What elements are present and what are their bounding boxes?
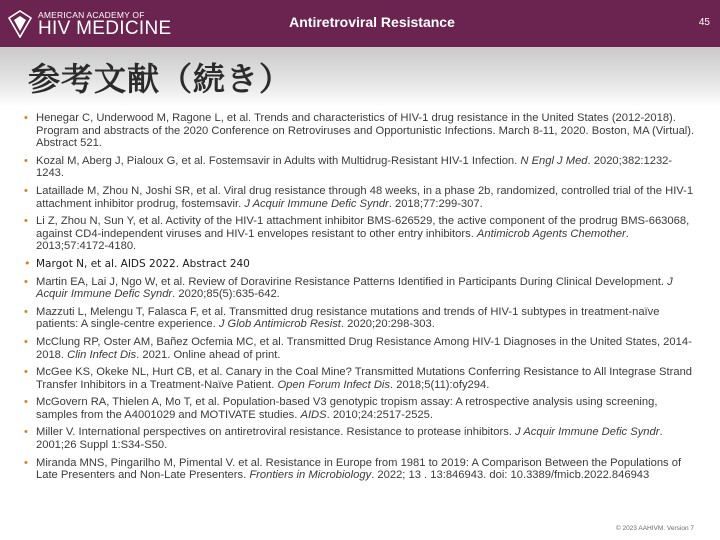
reference-journal: Antimicrob Agents Chemother [476,227,626,240]
reference-item [24,185,696,210]
reference-journal: J Acquir Immune Defic Syndr [244,197,389,210]
reference-item [24,396,696,421]
reference-text: Miller V. International perspectives on antiretroviral resistance. Resistance to protease inhibitors. [36,426,516,439]
reference-journal: J Glob Antimicrob Resist [218,318,341,331]
reference-citation: . 2013;57:4172-4180. [36,227,629,253]
copyright-notice: © 2023 AAHIVM. Version 7 [615,525,694,532]
reference-item [24,215,696,253]
reference-item [24,155,696,180]
section-title: Antiretroviral Resistance [289,14,455,30]
reference-text: McClung RP, Oster AM, Bañez Ocfemia MC, et al. Transmitted Drug Resistance Among HIV-1 Diagnoses in the United States, 2014-2018. [36,335,692,361]
reference-citation: . 2020;85(5):635-642. [172,288,280,301]
reference-item [24,426,696,451]
reference-journal: AIDS [300,408,327,421]
logo-top-text: AMERICAN ACADEMY OF [38,10,145,20]
reference-journal: Frontiers in Microbiology [249,469,372,482]
reference-item [24,258,696,271]
reference-text: Margot N, et al. AIDS 2022. Abstract 240 [36,257,250,270]
reference-journal: Open Forum Infect Dis [277,378,391,391]
reference-journal: Clin Infect Dis [67,348,137,361]
reference-text: Lataillade M, Zhou N, Joshi SR, et al. Viral drug resistance through 48 weeks, in a phase 2b, randomized, controlled trial of the HIV-1 attachment inhibitor prodrug, fostemsavir. [36,184,694,210]
reference-citation: . 2018;5(11):ofy294. [390,378,490,391]
page-number: 45 [698,17,710,28]
reference-citation: . 2020;382:1232-1243. [36,154,673,180]
reference-item [24,336,696,361]
reference-citation: . 2018;77:299-307. [388,197,483,210]
reference-citation: . 2021. Online ahead of print. [136,348,281,361]
reference-journal: J Acquir Immune Defic Syndr [36,275,673,301]
reference-citation: . 2001;26 Suppl 1:S34-S50. [36,426,663,452]
page-title: 参考文献（続き） [28,61,293,97]
logo-bottom-text: HIV MEDICINE [38,18,172,39]
reference-text: Martin EA, Lai J, Ngo W, et al. Review of Doravirine Resistance Patterns Identified in Participants During Clinical Development. [36,275,668,288]
reference-list [24,112,696,487]
reference-text: McGee KS, Okeke NL, Hurt CB, et al. Canary in the Coal Mine? Transmitted Mutations Conferring Resistance to All Integrase Strand Transfer Inhibitors in a Treatment-Naïve Patient. [36,366,693,391]
reference-text: Miranda MNS, Pingarilho M, Pimental V. et al. Resistance in Europe from 1981 to 2019: A Comparison Between the Populations of Late Presenters and Non-Late Presenters. [36,456,682,482]
reference-journal: N Engl J Med [520,154,588,167]
reference-text: Li Z, Zhou N, Sun Y, et al. Activity of the HIV-1 attachment inhibitor BMS-626529, the active component of the prodrug BMS-663068, against CD4-independent viruses and HIV-1 envelopes resistant to other entry inhibitors. [36,215,690,240]
reference-item [24,112,696,150]
reference-item [24,306,696,331]
reference-text: Henegar C, Underwood M, Ragone L, et al. Trends and characteristics of HIV-1 drug resistance in the United States (2012-2018). Program and abstracts of the 2020 Conference on Retroviruses and Opportunistic Infections. March 8-11, 2020. Boston, MA (Virtual). Abstract 521. [36,112,695,150]
reference-citation: . 2022; 13 . 13:846943. doi: 10.3389/fmicb.2022.846943 [371,469,650,482]
reference-text: McGovern RA, Thielen A, Mo T, et al. Population-based V3 genotypic tropism assay: A retrospective analysis using screening, samples from the A4001029 and MOTIVATE studies. [36,396,658,421]
reference-citation: . 2020;20:298-303. [340,318,435,331]
reference-item [24,366,696,391]
reference-item [24,276,696,301]
reference-journal: J Acquir Immune Defic Syndr [515,426,660,439]
header-bar [0,0,720,47]
reference-text: Kozal M, Aberg J, Pialoux G, et al. Fostemsavir in Adults with Multidrug-Resistant HIV-1 Infection. [36,154,521,167]
reference-citation: . 2010;24:2517-2525. [326,408,433,421]
reference-text: Mazzuti L, Melengu T, Falasca F, et al. Transmitted drug resistance mutations and trends of HIV-1 subtypes in treatment-naïve patients: A single-centre experience. [36,305,660,331]
reference-item [24,457,696,482]
